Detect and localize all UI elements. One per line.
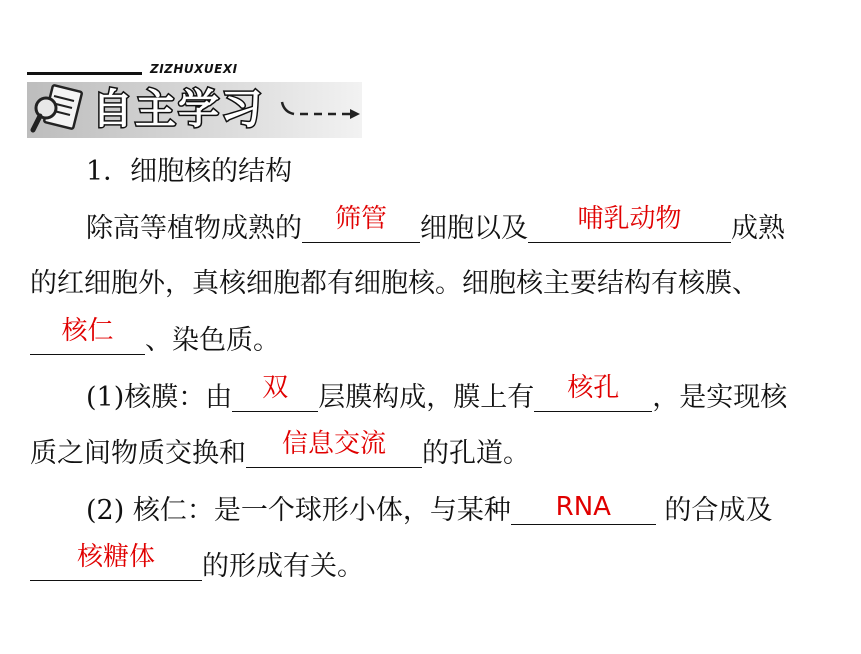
p2-blank1 — [232, 373, 318, 412]
p2-answer3: 信息交流 — [281, 429, 386, 459]
p1-line1 — [86, 204, 785, 246]
p3-answer1: RNA — [555, 492, 611, 522]
p3-line2 — [30, 542, 364, 584]
p1-text5: 、染色质。 — [145, 325, 280, 356]
p1-blank1 — [302, 204, 420, 243]
section-heading: 1．细胞核的结构 — [86, 156, 293, 187]
p1-line3 — [30, 316, 280, 358]
p1-answer1: 筛管 — [334, 204, 387, 234]
p3-blank2 — [30, 542, 202, 581]
p2-answer1: 双 — [262, 373, 289, 403]
header-rule — [27, 72, 142, 75]
header-title: 自主学习 — [92, 85, 264, 133]
p2-text2: 层膜构成，膜上有 — [318, 382, 535, 413]
p1-blank3 — [30, 316, 145, 355]
p1-answer3: 核仁 — [61, 316, 114, 346]
p3-line1 — [86, 494, 772, 528]
p1-text2: 细胞以及 — [420, 213, 528, 244]
p3-text1: (2) 核仁：是一个球形小体，与某种 — [86, 495, 511, 526]
p2-text3: ，是实现核 — [652, 382, 788, 413]
p3-text3: 的形成有关。 — [202, 551, 364, 582]
p2-line2 — [30, 429, 530, 471]
p1-line2: 的红细胞外，真核细胞都有细胞核。细胞核主要结构有核膜、 — [30, 268, 759, 299]
dashed-arrow-icon — [278, 98, 362, 124]
p1-blank2 — [528, 204, 731, 243]
p2-blank3 — [246, 429, 422, 468]
p1-text3: 成熟 — [731, 213, 785, 244]
p2-text4: 质之间物质交换和 — [30, 438, 246, 469]
p3-blank1 — [511, 494, 656, 525]
p1-text1: 除高等植物成熟的 — [86, 213, 302, 244]
header-pinyin: ZIZHUXUEXI — [150, 62, 238, 76]
p2-text1: (1)核膜：由 — [86, 382, 233, 413]
magnifier-notepad-icon — [30, 84, 88, 136]
p2-answer2: 核孔 — [567, 373, 620, 403]
p2-text5: 的孔道。 — [422, 438, 530, 469]
p3-answer2: 核糖体 — [76, 542, 155, 572]
p2-line1 — [86, 373, 788, 415]
p3-text2: 的合成及 — [655, 495, 773, 526]
p1-answer2: 哺乳动物 — [577, 204, 682, 234]
p2-blank2 — [534, 373, 652, 412]
